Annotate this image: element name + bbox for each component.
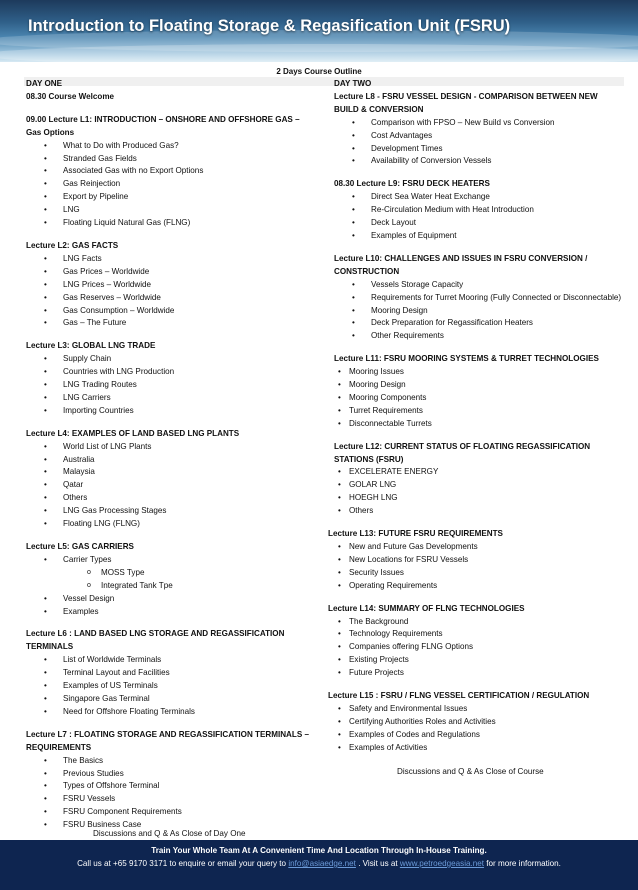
list-item: • LNG: [26, 204, 316, 217]
list-item: • Operating Requirements: [334, 580, 624, 593]
list-item: • List of Worldwide Terminals: [26, 654, 316, 667]
list-item: • Previous Studies: [26, 768, 316, 781]
list-item: • FSRU Component Requirements: [26, 806, 316, 819]
lecture-l10-title: Lecture L10: CHALLENGES AND ISSUES IN FSRU CONVERSION / CONSTRUCTION: [334, 253, 588, 276]
list-item: • Disconnectable Turrets: [334, 418, 624, 431]
lecture-l12-list: [334, 466, 624, 518]
day-two-heading: DAY TWO: [334, 79, 372, 88]
lecture-l4-list: [26, 441, 316, 531]
lecture-l6-list: [26, 654, 316, 719]
lecture-l3-list: [26, 353, 316, 418]
list-item: • Gas Reserves – Worldwide: [26, 292, 316, 305]
list-item: • Gas Consumption – Worldwide: [26, 305, 316, 318]
lecture-l8-title: Lecture L8 - FSRU VESSEL DESIGN - COMPARISON BETWEEN NEW BUILD & CONVERSION: [334, 91, 598, 114]
day-one-close: Discussions and Q & As Close of Day One: [93, 829, 246, 838]
lecture-l12-title: Lecture L12: CURRENT STATUS OF FLOATING REGASSIFICATION STATIONS (FSRU): [334, 441, 591, 464]
sub-list-item: o MOSS Type: [63, 567, 316, 580]
list-item: • Vessels Storage Capacity: [334, 279, 624, 292]
lecture-l13-title: Lecture L13: FUTURE FSRU REQUIREMENTS: [328, 529, 503, 539]
list-item: • Companies offering FLNG Options: [334, 641, 624, 654]
footer-tagline: Train Your Whole Team At A Convenient Time And Location Through In-House Training.: [151, 846, 487, 855]
list-item: • Cost Advantages: [334, 130, 624, 143]
lecture-l4-title: Lecture L4: EXAMPLES OF LAND BASED LNG PLANTS: [26, 428, 240, 438]
list-item: • Gas Prices – Worldwide: [26, 266, 316, 279]
list-item: • Technology Requirements: [334, 628, 624, 641]
day-two-close: Discussions and Q & As Close of Course: [397, 767, 544, 776]
list-item: • Turret Requirements: [334, 405, 624, 418]
list-item: • LNG Gas Processing Stages: [26, 505, 316, 518]
list-item: • Associated Gas with no Export Options: [26, 165, 316, 178]
list-item: • Mooring Design: [334, 305, 624, 318]
lecture-l15-title: Lecture L15 : FSRU / FLNG VESSEL CERTIFICATION / REGULATION: [328, 691, 590, 701]
list-item: • Others: [26, 492, 316, 505]
list-item: • Australia: [26, 454, 316, 467]
course-outline-heading: 2 Days Course Outline: [276, 67, 362, 76]
footer-contact-text: for more information.: [486, 859, 561, 868]
list-item: • Deck Preparation for Regassification Heaters: [334, 317, 624, 330]
list-item: • Export by Pipeline: [26, 191, 316, 204]
lecture-l7-title: Lecture L7 : FLOATING STORAGE AND REGASSIFICATION TERMINALS – REQUIREMENTS: [26, 729, 309, 752]
list-item-label: Carrier Types: [63, 554, 112, 564]
list-item: • Malaysia: [26, 466, 316, 479]
list-item: • Existing Projects: [334, 654, 624, 667]
list-item: • Terminal Layout and Facilities: [26, 667, 316, 680]
list-item: • Vessel Design: [26, 593, 316, 606]
lecture-l3-title: Lecture L3: GLOBAL LNG TRADE: [26, 341, 156, 351]
lecture-l11-list: [334, 366, 624, 431]
lecture-l14-title: Lecture L14: SUMMARY OF FLNG TECHNOLOGIES: [328, 603, 525, 613]
footer-contact-text: Call us at +65 9170 3171 to enquire or email your query to: [77, 859, 287, 868]
list-item: • Stranded Gas Fields: [26, 153, 316, 166]
list-item: • HOEGH LNG: [334, 492, 624, 505]
lecture-l6-title: Lecture L6 : LAND BASED LNG STORAGE AND REGASSIFICATION TERMINALS: [26, 629, 285, 652]
lecture-l10-list: [334, 279, 624, 344]
list-item: • LNG Prices – Worldwide: [26, 279, 316, 292]
lecture-l8-list: [334, 117, 624, 169]
lecture-l11-title: Lecture L11: FSRU MOORING SYSTEMS & TURRET TECHNOLOGIES: [334, 354, 599, 364]
list-item: • Need for Offshore Floating Terminals: [26, 706, 316, 719]
list-item: • Floating LNG (FLNG): [26, 518, 316, 531]
lecture-l14-list: [334, 616, 624, 681]
list-item: • Others: [334, 505, 624, 518]
website-link[interactable]: www.petroedgeasia.net: [399, 859, 485, 868]
lecture-l1-title: 09.00 Lecture L1: INTRODUCTION – ONSHORE AND OFFSHORE GAS – Gas Options: [26, 114, 300, 137]
lecture-l1-list: [26, 140, 316, 230]
lecture-l13-list: [334, 541, 624, 593]
list-item: • Examples of Activities: [334, 742, 624, 755]
list-item: • Importing Countries: [26, 405, 316, 418]
page-title: Introduction to Floating Storage & Regasification Unit (FSRU): [28, 17, 511, 35]
list-item: • What to Do with Produced Gas?: [26, 140, 316, 153]
list-item: • Development Times: [334, 143, 624, 156]
footer-contact-text: . Visit us at: [358, 859, 398, 868]
email-link[interactable]: info@asiaedge.net: [288, 859, 356, 868]
list-item: • Mooring Issues: [334, 366, 624, 379]
list-item: • World List of LNG Plants: [26, 441, 316, 454]
list-item: • Other Requirements: [334, 330, 624, 343]
list-item: • Examples of US Terminals: [26, 680, 316, 693]
list-item: • Availability of Conversion Vessels: [334, 155, 624, 168]
list-item: • Comparison with FPSO – New Build vs Conversion: [334, 117, 624, 130]
list-item: • Deck Layout: [334, 217, 624, 230]
lecture-l2-title: Lecture L2: GAS FACTS: [26, 240, 119, 250]
list-item: • Certifying Authorities Roles and Activities: [334, 716, 624, 729]
sub-list-item: o Integrated Tank Tpe: [63, 580, 316, 593]
list-item: • Types of Offshore Terminal: [26, 780, 316, 793]
list-item: • LNG Facts: [26, 253, 316, 266]
footer: [0, 840, 638, 890]
list-item: • Singapore Gas Terminal: [26, 693, 316, 706]
footer-contact: [0, 857, 638, 870]
list-item: [26, 554, 316, 593]
list-item: • EXCELERATE ENERGY: [334, 466, 624, 479]
list-item: • The Basics: [26, 755, 316, 768]
banner-wave: [0, 44, 638, 62]
list-item: • FSRU Business Case: [26, 819, 316, 832]
list-item: • FSRU Vessels: [26, 793, 316, 806]
list-item: • Direct Sea Water Heat Exchange: [334, 191, 624, 204]
list-item: • Future Projects: [334, 667, 624, 680]
lecture-l15-list: [334, 703, 624, 755]
list-item: • Mooring Design: [334, 379, 624, 392]
list-item: • Mooring Components: [334, 392, 624, 405]
list-item: • Security Issues: [334, 567, 624, 580]
header-banner: [0, 0, 638, 62]
list-item: • Requirements for Turret Mooring (Fully Connected or Disconnectable): [334, 292, 624, 305]
list-item: • The Background: [334, 616, 624, 629]
list-item: • LNG Carriers: [26, 392, 316, 405]
carrier-types-sublist: [63, 567, 316, 593]
list-item: • LNG Trading Routes: [26, 379, 316, 392]
list-item: • GOLAR LNG: [334, 479, 624, 492]
list-item: • New Locations for FSRU Vessels: [334, 554, 624, 567]
list-item: • New and Future Gas Developments: [334, 541, 624, 554]
lecture-l9-title: 08.30 Lecture L9: FSRU DECK HEATERS: [334, 179, 490, 189]
list-item: • Supply Chain: [26, 353, 316, 366]
day-two-column: [328, 78, 624, 755]
lecture-l9-list: [334, 191, 624, 243]
list-item: • Examples of Codes and Regulations: [334, 729, 624, 742]
day-one-column: [26, 78, 316, 832]
lecture-l2-list: [26, 253, 316, 330]
lecture-l5-list: [26, 554, 316, 619]
lecture-l7-list: [26, 755, 316, 832]
welcome-line: 08.30 Course Welcome: [26, 91, 115, 101]
list-item: • Gas – The Future: [26, 317, 316, 330]
lecture-l5-title: Lecture L5: GAS CARRIERS: [26, 542, 134, 551]
list-item: • Re-Circulation Medium with Heat Introduction: [334, 204, 624, 217]
list-item: • Examples: [26, 606, 316, 619]
list-item: • Countries with LNG Production: [26, 366, 316, 379]
list-item: • Examples of Equipment: [334, 230, 624, 243]
list-item: • Qatar: [26, 479, 316, 492]
list-item: • Gas Reinjection: [26, 178, 316, 191]
day-one-heading: DAY ONE: [26, 79, 62, 88]
list-item: • Floating Liquid Natural Gas (FLNG): [26, 217, 316, 230]
list-item: • Safety and Environmental Issues: [334, 703, 624, 716]
